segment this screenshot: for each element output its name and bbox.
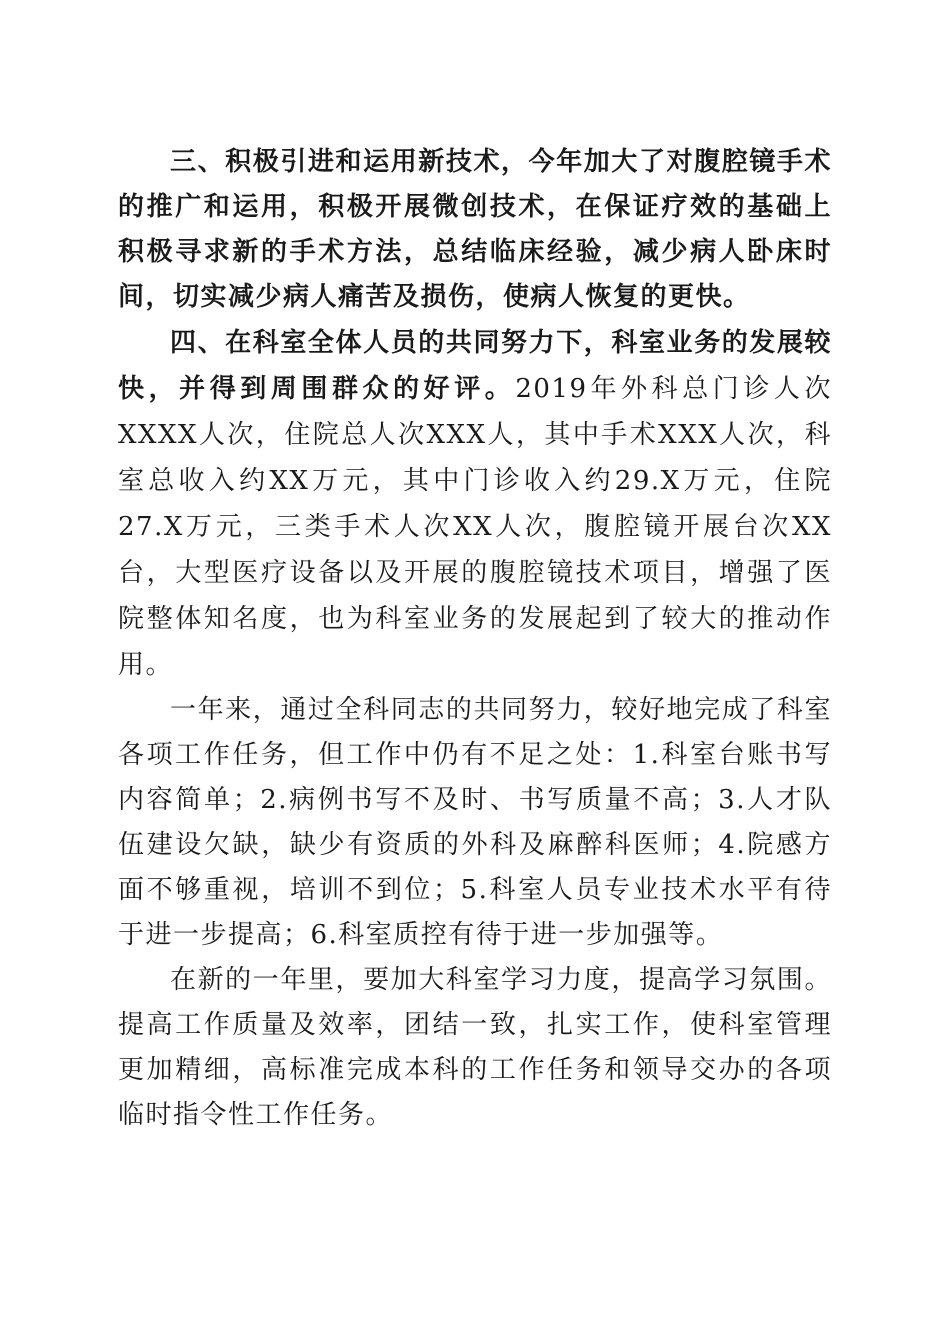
paragraph-business-heading: 四、在科室全体人员的共同努力下，科室业务的发展较快，并得到周围群众的好评。	[118, 328, 832, 404]
paragraph-shortcomings: 一年来，通过全科同志的共同努力，较好地完成了科室各项工作任务，但工作中仍有不足之处：1.科室台账书写内容简单；2.病例书写不及时、书写质量不高；3.人才队伍建设欠缺，缺少有资质的外科及麻醉科医师；4.院感方面不够重视，培训不到位；5.科室人员专业技术水平有待于进一步提高；6.科室质控有待于进一步加强等。	[118, 695, 832, 950]
paragraph-business-stats: 2019年外科总门诊人次XXXX人次，住院总人次XXX人，其中手术XXX人次，科室总收入约XX万元，其中门诊收入约29.X万元，住院27.X万元，三类手术人次XX人次，腹腔镜开展台次XX台，大型医疗设备以及开展的腹腔镜技术项目，增强了医院整体知名度，也为科室业务的发展起到了较大的推动作用。	[118, 374, 832, 680]
paragraph-technology: 三、积极引进和运用新技术，今年加大了对腹腔镜手术的推广和运用，积极开展微创技术，在保证疗效的基础上积极寻求新的手术方法，总结临床经验，减少病人卧床时间，切实减少病人痛苦及损伤，使病人恢复的更快。	[118, 147, 832, 312]
document-body	[118, 140, 832, 1138]
paragraph-new-year-plan: 在新的一年里，要加大科室学习力度，提高学习氛围。提高工作质量及效率，团结一致，扎实工作，使科室管理更加精细，高标准完成本科的工作任务和领导交办的各项临时指令性工作任务。	[118, 965, 832, 1130]
paragraph-business-development	[118, 320, 832, 688]
